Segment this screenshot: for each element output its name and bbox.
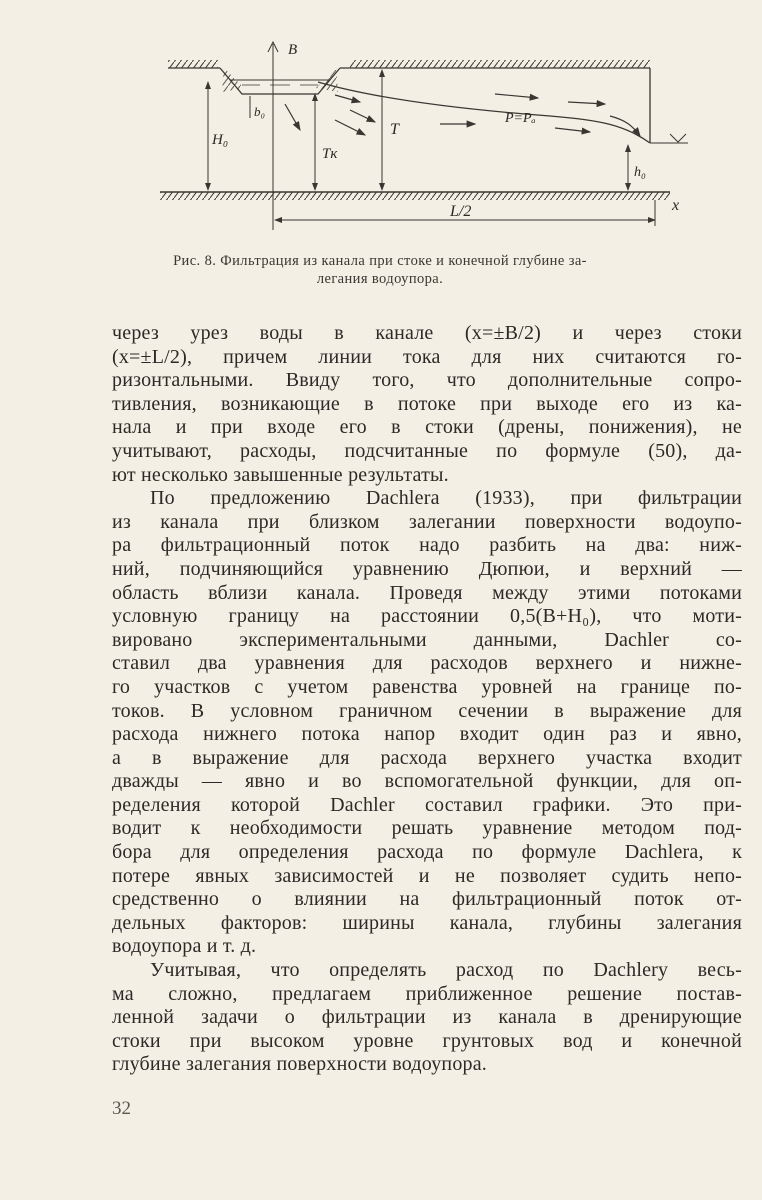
- label-T: T: [390, 121, 399, 138]
- label-H0: H₀: [212, 132, 229, 148]
- text-line: а в выражение для расхода верхнего участка входит: [112, 746, 742, 769]
- figure-caption: [110, 252, 650, 288]
- text-line: стоки при высоком уровне грунтовых вод и конечной: [112, 1029, 742, 1052]
- text-line: Учитывая, что определять расход по Dachlery весь-: [150, 959, 742, 982]
- text-line: тивления, возникающие в потоке при выходе его из ка-: [112, 392, 742, 415]
- text-line: го участков с учетом равенства уровней на границе по-: [112, 675, 742, 698]
- text-line: дважды — явно и во вспомогательной функции, для оп-: [112, 770, 742, 793]
- label-b0: b₀: [254, 104, 266, 119]
- text-line: из канала при близком залегании поверхности водоупо-: [112, 510, 742, 533]
- label-x: x: [672, 197, 680, 214]
- paragraph-1: [112, 322, 742, 487]
- filtration-diagram: [150, 30, 700, 240]
- text-line: ставил два уравнения для расходов верхнего и нижне-: [112, 652, 742, 675]
- text-line: потере явных зависимостей и не позволяет судить непо-: [112, 864, 742, 887]
- text-line: токов. В условном граничном сечении в выражение для: [112, 699, 742, 722]
- page-number: 32: [112, 1098, 131, 1119]
- text-line: глубине залегания поверхности водоупора.: [112, 1053, 488, 1076]
- text-line: условную границу на расстоянии 0,5(B+H₀), что моти-: [112, 605, 742, 628]
- body-text: [112, 322, 742, 1077]
- phreatic-curve: [318, 82, 650, 143]
- text-line: дельных факторов: ширины канала, глубины залегания: [112, 911, 742, 934]
- paragraph-3: [112, 959, 742, 1077]
- text-line: ма сложно, предлагаем приближенное решение постав-: [112, 982, 742, 1005]
- text-line: ют несколько завышенные результаты.: [112, 463, 449, 486]
- text-line: (x=±L/2), причем линии тока для них считаются го-: [112, 345, 742, 368]
- text-line: через урез воды в канале (x=±B/2) и через стоки: [112, 322, 742, 344]
- text-line: нала и при входе его в стоки (дрены, понижения), не: [112, 416, 742, 439]
- aquitard: [160, 192, 670, 200]
- text-line: водит к необходимости решать уравнение методом под-: [112, 817, 742, 840]
- text-line: По предложению Dachlera (1933), при фильтрации: [150, 487, 742, 510]
- label-h0: h₀: [634, 165, 646, 180]
- label-B: B: [288, 42, 298, 58]
- text-line: учитывают, расходы, подсчитанные по формуле (50), да-: [112, 439, 742, 462]
- label-Tk: Tк: [322, 146, 338, 162]
- text-line: бора для определения расхода по формуле Dachlera, к: [112, 841, 742, 864]
- text-line: вировано экспериментальными данными, Dachler со-: [112, 628, 742, 651]
- text-line: область вблизи канала. Проведя между этими потоками: [112, 581, 742, 604]
- label-L2: L/2: [450, 203, 472, 220]
- caption-line: легания водоупора.: [316, 271, 444, 287]
- text-line: ризонтальными. Ввиду того, что дополнительные сопро-: [112, 369, 742, 392]
- caption-line: Рис. 8. Фильтрация из канала при стоке и конечной глубине за-: [173, 253, 587, 269]
- flow-arrows: [285, 94, 640, 136]
- text-line: водоупора и т. д.: [112, 935, 257, 958]
- text-line: средственно о влиянии на фильтрационный поток от-: [112, 888, 742, 911]
- text-line: ра фильтрационный поток надо разбить на два: ниж-: [112, 534, 742, 557]
- text-line: ний, подчиняющийся уравнению Дюпюи, и верхний —: [112, 557, 742, 580]
- paragraph-2: [112, 487, 742, 959]
- figure-8: [150, 30, 700, 240]
- text-line: расхода нижнего потока напор входит один раз и явно,: [112, 723, 742, 746]
- text-line: ределения которой Dachler составил графики. Это при-: [112, 793, 742, 816]
- label-P: P=Pₐ: [505, 111, 536, 126]
- text-line: ленной задачи о фильтрации из канала в дренирующие: [112, 1006, 742, 1029]
